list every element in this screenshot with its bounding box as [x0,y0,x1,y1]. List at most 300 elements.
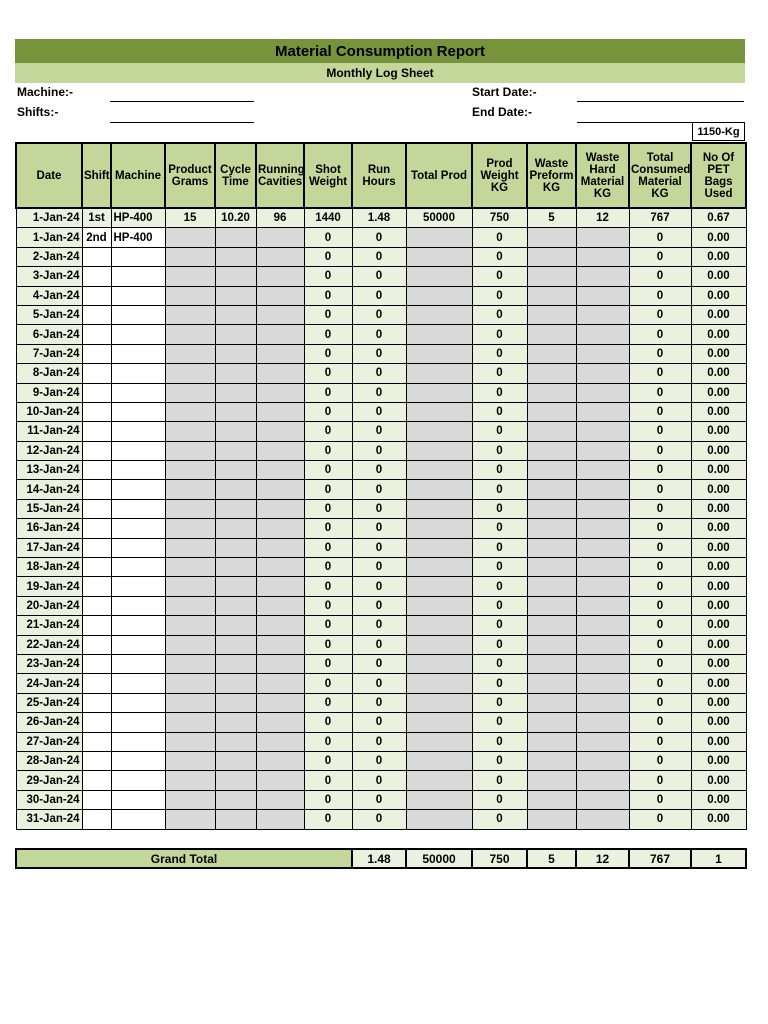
waste-hard-cell[interactable] [576,519,629,538]
shift-cell[interactable] [82,344,111,363]
running-cavities-cell[interactable] [256,732,304,751]
pet-bags-cell[interactable]: 0.00 [691,519,746,538]
total-prod-cell[interactable]: 50000 [406,208,472,228]
product-grams-cell[interactable] [165,422,215,441]
waste-preform-cell[interactable] [527,519,576,538]
running-cavities-cell[interactable] [256,441,304,460]
prod-weight-cell[interactable]: 0 [472,344,527,363]
date-cell[interactable]: 29-Jan-24 [16,771,82,790]
waste-hard-cell[interactable] [576,422,629,441]
start-date-field[interactable] [577,101,744,102]
run-hours-cell[interactable]: 0 [352,441,406,460]
product-grams-cell[interactable] [165,771,215,790]
cycle-time-cell[interactable] [215,402,256,421]
shift-cell[interactable] [82,558,111,577]
date-cell[interactable]: 26-Jan-24 [16,713,82,732]
pet-bags-cell[interactable]: 0.00 [691,441,746,460]
running-cavities-cell[interactable] [256,247,304,266]
shot-weight-cell[interactable]: 0 [304,538,352,557]
total-prod-cell[interactable] [406,325,472,344]
pet-bags-cell[interactable]: 0.00 [691,751,746,770]
prod-weight-cell[interactable]: 0 [472,383,527,402]
cycle-time-cell[interactable] [215,383,256,402]
shift-cell[interactable] [82,402,111,421]
run-hours-cell[interactable]: 0 [352,267,406,286]
machine-cell[interactable] [111,247,165,266]
prod-weight-cell[interactable]: 0 [472,538,527,557]
shift-cell[interactable] [82,267,111,286]
pet-bags-cell[interactable]: 0.00 [691,616,746,635]
machine-cell[interactable] [111,499,165,518]
cycle-time-cell[interactable] [215,693,256,712]
product-grams-cell[interactable] [165,538,215,557]
machine-cell[interactable] [111,810,165,829]
product-grams-cell[interactable] [165,713,215,732]
product-grams-cell[interactable] [165,441,215,460]
prod-weight-cell[interactable]: 0 [472,499,527,518]
total-consumed-cell[interactable]: 0 [629,441,691,460]
pet-bags-cell[interactable]: 0.00 [691,461,746,480]
date-cell[interactable]: 7-Jan-24 [16,344,82,363]
total-consumed-cell[interactable]: 767 [629,208,691,228]
shot-weight-cell[interactable]: 0 [304,635,352,654]
waste-preform-cell[interactable] [527,751,576,770]
pet-bags-cell[interactable]: 0.00 [691,713,746,732]
shot-weight-cell[interactable]: 0 [304,751,352,770]
total-prod-cell[interactable] [406,732,472,751]
waste-preform-cell[interactable] [527,344,576,363]
total-consumed-cell[interactable]: 0 [629,305,691,324]
pet-bags-cell[interactable]: 0.00 [691,247,746,266]
running-cavities-cell[interactable] [256,654,304,673]
product-grams-cell[interactable] [165,325,215,344]
product-grams-cell[interactable] [165,305,215,324]
running-cavities-cell[interactable] [256,713,304,732]
running-cavities-cell[interactable] [256,674,304,693]
total-consumed-cell[interactable]: 0 [629,538,691,557]
total-consumed-cell[interactable]: 0 [629,383,691,402]
date-cell[interactable]: 14-Jan-24 [16,480,82,499]
pet-bags-cell[interactable]: 0.00 [691,325,746,344]
shift-cell[interactable] [82,422,111,441]
pet-bags-cell[interactable]: 0.00 [691,654,746,673]
shot-weight-cell[interactable]: 0 [304,480,352,499]
shot-weight-cell[interactable]: 0 [304,441,352,460]
shift-cell[interactable] [82,732,111,751]
date-cell[interactable]: 24-Jan-24 [16,674,82,693]
cycle-time-cell[interactable] [215,325,256,344]
product-grams-cell[interactable] [165,383,215,402]
waste-preform-cell[interactable] [527,790,576,809]
waste-hard-cell[interactable] [576,325,629,344]
pet-bags-cell[interactable]: 0.00 [691,732,746,751]
product-grams-cell[interactable] [165,635,215,654]
waste-hard-cell[interactable] [576,480,629,499]
waste-hard-cell[interactable] [576,344,629,363]
total-prod-cell[interactable] [406,344,472,363]
shot-weight-cell[interactable]: 0 [304,790,352,809]
cycle-time-cell[interactable] [215,713,256,732]
machine-cell[interactable] [111,790,165,809]
shift-cell[interactable] [82,654,111,673]
run-hours-cell[interactable]: 0 [352,771,406,790]
prod-weight-cell[interactable]: 0 [472,286,527,305]
running-cavities-cell[interactable] [256,364,304,383]
total-prod-cell[interactable] [406,577,472,596]
shot-weight-cell[interactable]: 0 [304,596,352,615]
total-consumed-cell[interactable]: 0 [629,674,691,693]
pet-bags-cell[interactable]: 0.00 [691,364,746,383]
prod-weight-cell[interactable]: 750 [472,208,527,228]
waste-preform-cell[interactable] [527,499,576,518]
run-hours-cell[interactable]: 0 [352,480,406,499]
shift-cell[interactable] [82,461,111,480]
pet-bags-cell[interactable]: 0.00 [691,596,746,615]
shift-cell[interactable] [82,616,111,635]
run-hours-cell[interactable]: 0 [352,325,406,344]
pet-bags-cell[interactable]: 0.00 [691,693,746,712]
product-grams-cell[interactable] [165,344,215,363]
machine-cell[interactable] [111,558,165,577]
prod-weight-cell[interactable]: 0 [472,480,527,499]
total-consumed-cell[interactable]: 0 [629,751,691,770]
total-prod-cell[interactable] [406,267,472,286]
prod-weight-cell[interactable]: 0 [472,422,527,441]
run-hours-cell[interactable]: 0 [352,344,406,363]
shot-weight-cell[interactable]: 0 [304,402,352,421]
total-prod-cell[interactable] [406,519,472,538]
machine-cell[interactable] [111,732,165,751]
waste-hard-cell[interactable] [576,461,629,480]
running-cavities-cell[interactable] [256,596,304,615]
machine-cell[interactable]: HP-400 [111,208,165,228]
total-prod-cell[interactable] [406,674,472,693]
machine-cell[interactable] [111,461,165,480]
shift-cell[interactable] [82,751,111,770]
shot-weight-cell[interactable]: 0 [304,325,352,344]
cycle-time-cell[interactable] [215,480,256,499]
date-cell[interactable]: 9-Jan-24 [16,383,82,402]
product-grams-cell[interactable] [165,654,215,673]
waste-preform-cell[interactable] [527,480,576,499]
cycle-time-cell[interactable] [215,558,256,577]
shift-cell[interactable]: 2nd [82,228,111,247]
shot-weight-cell[interactable]: 0 [304,305,352,324]
product-grams-cell[interactable] [165,616,215,635]
running-cavities-cell[interactable] [256,577,304,596]
pet-bags-cell[interactable]: 0.00 [691,790,746,809]
machine-cell[interactable] [111,402,165,421]
pet-bags-cell[interactable]: 0.00 [691,267,746,286]
total-consumed-cell[interactable]: 0 [629,422,691,441]
waste-preform-cell[interactable] [527,713,576,732]
waste-hard-cell[interactable] [576,674,629,693]
total-prod-cell[interactable] [406,654,472,673]
shift-cell[interactable] [82,364,111,383]
machine-cell[interactable] [111,674,165,693]
shot-weight-cell[interactable]: 0 [304,519,352,538]
waste-hard-cell[interactable] [576,305,629,324]
total-consumed-cell[interactable]: 0 [629,810,691,829]
machine-cell[interactable] [111,654,165,673]
waste-preform-cell[interactable] [527,325,576,344]
shot-weight-cell[interactable]: 0 [304,732,352,751]
prod-weight-cell[interactable]: 0 [472,558,527,577]
cycle-time-cell[interactable] [215,771,256,790]
date-cell[interactable]: 3-Jan-24 [16,267,82,286]
machine-cell[interactable] [111,751,165,770]
total-prod-cell[interactable] [406,596,472,615]
date-cell[interactable]: 28-Jan-24 [16,751,82,770]
waste-preform-cell[interactable] [527,693,576,712]
date-cell[interactable]: 11-Jan-24 [16,422,82,441]
machine-cell[interactable]: HP-400 [111,228,165,247]
machine-cell[interactable] [111,480,165,499]
run-hours-cell[interactable]: 0 [352,538,406,557]
shot-weight-cell[interactable]: 0 [304,364,352,383]
run-hours-cell[interactable]: 0 [352,790,406,809]
prod-weight-cell[interactable]: 0 [472,732,527,751]
prod-weight-cell[interactable]: 0 [472,461,527,480]
total-prod-cell[interactable] [406,383,472,402]
cycle-time-cell[interactable] [215,228,256,247]
run-hours-cell[interactable]: 0 [352,596,406,615]
cycle-time-cell[interactable] [215,305,256,324]
prod-weight-cell[interactable]: 0 [472,693,527,712]
prod-weight-cell[interactable]: 0 [472,402,527,421]
running-cavities-cell[interactable] [256,267,304,286]
machine-cell[interactable] [111,325,165,344]
run-hours-cell[interactable]: 0 [352,228,406,247]
product-grams-cell[interactable] [165,732,215,751]
total-prod-cell[interactable] [406,422,472,441]
date-cell[interactable]: 20-Jan-24 [16,596,82,615]
run-hours-cell[interactable]: 0 [352,461,406,480]
waste-preform-cell[interactable] [527,364,576,383]
run-hours-cell[interactable]: 0 [352,402,406,421]
run-hours-cell[interactable]: 0 [352,364,406,383]
total-prod-cell[interactable] [406,480,472,499]
date-cell[interactable]: 2-Jan-24 [16,247,82,266]
date-cell[interactable]: 18-Jan-24 [16,558,82,577]
waste-preform-cell[interactable] [527,538,576,557]
total-consumed-cell[interactable]: 0 [629,558,691,577]
prod-weight-cell[interactable]: 0 [472,635,527,654]
total-consumed-cell[interactable]: 0 [629,577,691,596]
run-hours-cell[interactable]: 0 [352,654,406,673]
total-consumed-cell[interactable]: 0 [629,267,691,286]
waste-hard-cell[interactable]: 12 [576,208,629,228]
pet-bags-cell[interactable]: 0.00 [691,344,746,363]
waste-hard-cell[interactable] [576,732,629,751]
running-cavities-cell[interactable] [256,305,304,324]
shift-cell[interactable] [82,635,111,654]
shift-cell[interactable]: 1st [82,208,111,228]
cycle-time-cell[interactable] [215,461,256,480]
shot-weight-cell[interactable]: 0 [304,771,352,790]
run-hours-cell[interactable]: 0 [352,558,406,577]
product-grams-cell[interactable] [165,364,215,383]
shift-cell[interactable] [82,713,111,732]
running-cavities-cell[interactable] [256,519,304,538]
total-consumed-cell[interactable]: 0 [629,771,691,790]
machine-cell[interactable] [111,364,165,383]
waste-hard-cell[interactable] [576,616,629,635]
waste-hard-cell[interactable] [576,577,629,596]
product-grams-cell[interactable] [165,247,215,266]
cycle-time-cell[interactable] [215,267,256,286]
product-grams-cell[interactable] [165,790,215,809]
product-grams-cell[interactable] [165,228,215,247]
cycle-time-cell[interactable] [215,286,256,305]
total-consumed-cell[interactable]: 0 [629,402,691,421]
shift-cell[interactable] [82,771,111,790]
machine-cell[interactable] [111,771,165,790]
product-grams-cell[interactable] [165,674,215,693]
waste-hard-cell[interactable] [576,499,629,518]
waste-preform-cell[interactable] [527,558,576,577]
total-consumed-cell[interactable]: 0 [629,654,691,673]
prod-weight-cell[interactable]: 0 [472,247,527,266]
run-hours-cell[interactable]: 0 [352,693,406,712]
waste-preform-cell[interactable] [527,228,576,247]
pet-bags-cell[interactable]: 0.00 [691,422,746,441]
shot-weight-cell[interactable]: 0 [304,654,352,673]
shot-weight-cell[interactable]: 0 [304,713,352,732]
pet-bags-cell[interactable]: 0.67 [691,208,746,228]
waste-preform-cell[interactable] [527,461,576,480]
machine-field[interactable] [110,101,254,102]
product-grams-cell[interactable] [165,577,215,596]
machine-cell[interactable] [111,577,165,596]
product-grams-cell[interactable] [165,461,215,480]
total-consumed-cell[interactable]: 0 [629,499,691,518]
waste-preform-cell[interactable] [527,674,576,693]
waste-hard-cell[interactable] [576,713,629,732]
cycle-time-cell[interactable] [215,519,256,538]
total-prod-cell[interactable] [406,441,472,460]
date-cell[interactable]: 23-Jan-24 [16,654,82,673]
waste-hard-cell[interactable] [576,790,629,809]
date-cell[interactable]: 16-Jan-24 [16,519,82,538]
cycle-time-cell[interactable] [215,247,256,266]
shift-cell[interactable] [82,383,111,402]
total-consumed-cell[interactable]: 0 [629,519,691,538]
shot-weight-cell[interactable]: 0 [304,499,352,518]
waste-preform-cell[interactable] [527,771,576,790]
date-cell[interactable]: 30-Jan-24 [16,790,82,809]
cycle-time-cell[interactable]: 10.20 [215,208,256,228]
running-cavities-cell[interactable]: 96 [256,208,304,228]
run-hours-cell[interactable]: 0 [352,616,406,635]
run-hours-cell[interactable]: 0 [352,810,406,829]
pet-bags-cell[interactable]: 0.00 [691,402,746,421]
prod-weight-cell[interactable]: 0 [472,616,527,635]
date-cell[interactable]: 5-Jan-24 [16,305,82,324]
waste-preform-cell[interactable]: 5 [527,208,576,228]
machine-cell[interactable] [111,441,165,460]
machine-cell[interactable] [111,519,165,538]
shift-cell[interactable] [82,693,111,712]
shift-cell[interactable] [82,577,111,596]
prod-weight-cell[interactable]: 0 [472,519,527,538]
run-hours-cell[interactable]: 0 [352,674,406,693]
shot-weight-cell[interactable]: 0 [304,693,352,712]
pet-bags-cell[interactable]: 0.00 [691,538,746,557]
shift-cell[interactable] [82,325,111,344]
run-hours-cell[interactable]: 0 [352,422,406,441]
pet-bags-cell[interactable]: 0.00 [691,635,746,654]
shift-cell[interactable] [82,286,111,305]
date-cell[interactable]: 19-Jan-24 [16,577,82,596]
machine-cell[interactable] [111,616,165,635]
running-cavities-cell[interactable] [256,383,304,402]
run-hours-cell[interactable]: 0 [352,713,406,732]
running-cavities-cell[interactable] [256,344,304,363]
total-consumed-cell[interactable]: 0 [629,790,691,809]
machine-cell[interactable] [111,635,165,654]
running-cavities-cell[interactable] [256,461,304,480]
shot-weight-cell[interactable]: 0 [304,267,352,286]
date-cell[interactable]: 12-Jan-24 [16,441,82,460]
running-cavities-cell[interactable] [256,325,304,344]
running-cavities-cell[interactable] [256,771,304,790]
total-prod-cell[interactable] [406,751,472,770]
total-prod-cell[interactable] [406,286,472,305]
total-prod-cell[interactable] [406,810,472,829]
shot-weight-cell[interactable]: 0 [304,558,352,577]
total-prod-cell[interactable] [406,790,472,809]
shift-cell[interactable] [82,596,111,615]
running-cavities-cell[interactable] [256,228,304,247]
date-cell[interactable]: 8-Jan-24 [16,364,82,383]
run-hours-cell[interactable]: 0 [352,751,406,770]
total-prod-cell[interactable] [406,364,472,383]
total-consumed-cell[interactable]: 0 [629,461,691,480]
waste-hard-cell[interactable] [576,810,629,829]
prod-weight-cell[interactable]: 0 [472,305,527,324]
running-cavities-cell[interactable] [256,558,304,577]
machine-cell[interactable] [111,713,165,732]
waste-preform-cell[interactable] [527,616,576,635]
pet-bags-cell[interactable]: 0.00 [691,499,746,518]
total-prod-cell[interactable] [406,461,472,480]
prod-weight-cell[interactable]: 0 [472,771,527,790]
waste-hard-cell[interactable] [576,538,629,557]
pet-bags-cell[interactable]: 0.00 [691,228,746,247]
waste-hard-cell[interactable] [576,693,629,712]
total-consumed-cell[interactable]: 0 [629,228,691,247]
run-hours-cell[interactable]: 0 [352,577,406,596]
date-cell[interactable]: 4-Jan-24 [16,286,82,305]
product-grams-cell[interactable] [165,558,215,577]
shot-weight-cell[interactable]: 0 [304,247,352,266]
shot-weight-cell[interactable]: 0 [304,228,352,247]
shot-weight-cell[interactable]: 0 [304,383,352,402]
shot-weight-cell[interactable]: 0 [304,286,352,305]
waste-preform-cell[interactable] [527,267,576,286]
total-prod-cell[interactable] [406,499,472,518]
shot-weight-cell[interactable]: 0 [304,674,352,693]
running-cavities-cell[interactable] [256,693,304,712]
shift-cell[interactable] [82,519,111,538]
shift-cell[interactable] [82,674,111,693]
product-grams-cell[interactable] [165,693,215,712]
shift-cell[interactable] [82,247,111,266]
product-grams-cell[interactable] [165,519,215,538]
waste-preform-cell[interactable] [527,422,576,441]
waste-hard-cell[interactable] [576,267,629,286]
